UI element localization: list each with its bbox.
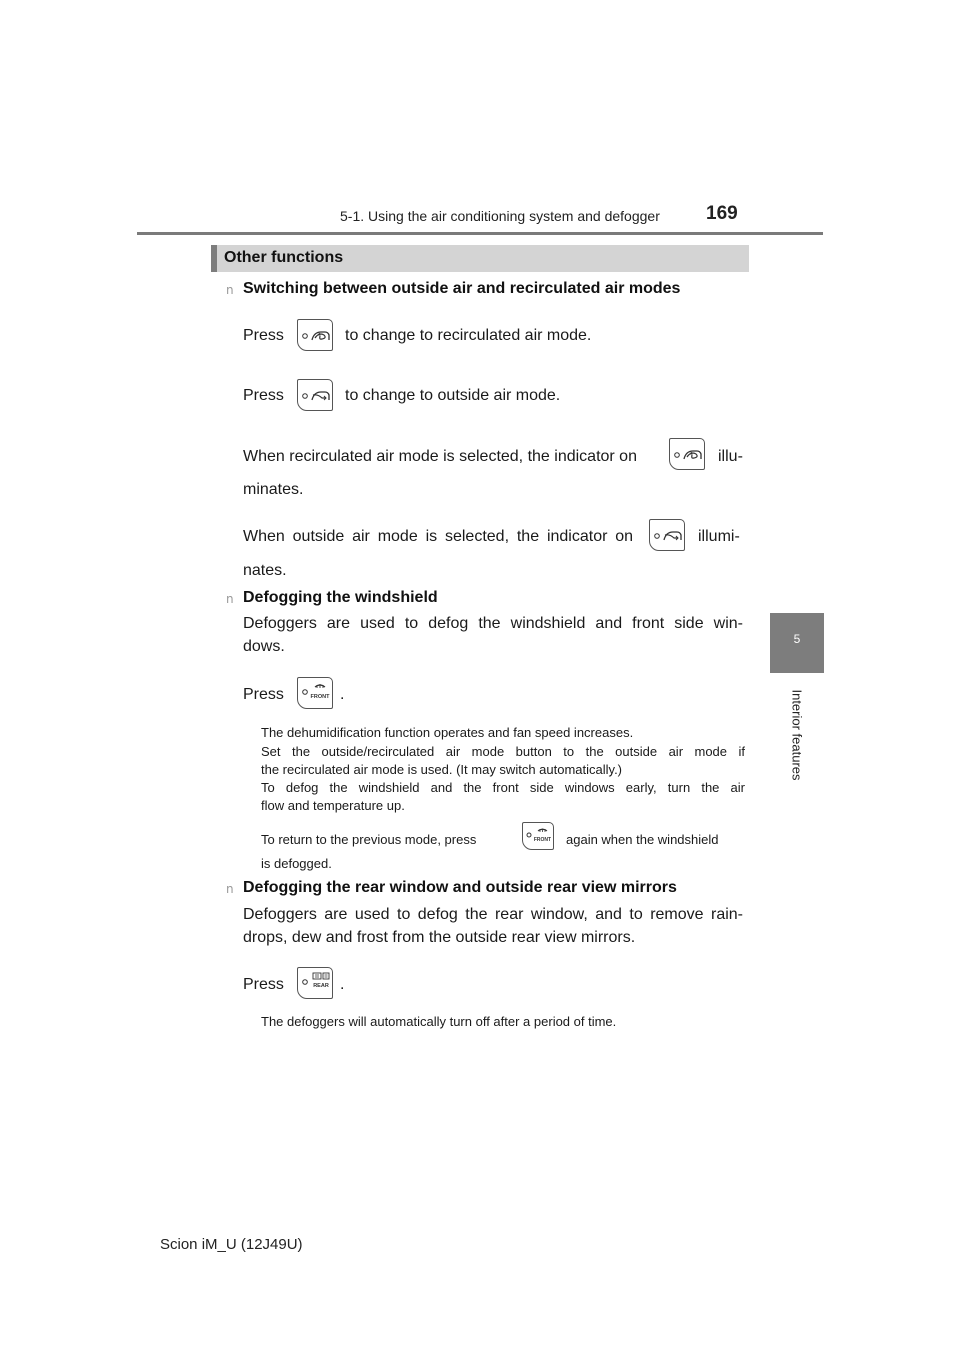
- recirc-heading: Switching between outside air and recirculated air modes: [243, 280, 681, 297]
- windshield-press-end: .: [340, 686, 345, 703]
- press-recirc-desc: to change to recirculated air mode.: [345, 327, 592, 344]
- indicator-outside-end: illumi-: [698, 528, 740, 545]
- windshield-line-2: dows.: [243, 638, 285, 655]
- indicator-recirc-cont: minates.: [243, 481, 304, 498]
- indicator-outside-cont: nates.: [243, 562, 287, 579]
- windshield-heading: Defogging the windshield: [243, 589, 438, 606]
- indicator-recirc-text: When recirculated air mode is selected, the indicator on: [243, 448, 637, 465]
- bullet-icon: n: [226, 592, 234, 606]
- footer-model: Scion iM_U (12J49U): [160, 1236, 303, 1253]
- outside-air-icon: [297, 379, 333, 411]
- press-outside-text: Press: [243, 387, 284, 404]
- chapter-title: Interior features: [789, 689, 805, 781]
- chapter-tab: [770, 613, 824, 673]
- windshield-line-1: Defoggers are used to defog the windshield and front side win-: [243, 615, 743, 632]
- front-defogger-label: FRONT: [533, 837, 552, 843]
- rear-note: The defoggers will automatically turn off after a period of time.: [261, 1014, 617, 1029]
- page-number: 169: [706, 203, 738, 224]
- windshield-note-line-2: Set the outside/recirculated air mode button to the outside air mode if: [261, 744, 745, 759]
- rear-heading: Defogging the rear window and outside rear view mirrors: [243, 879, 677, 896]
- windshield-return-cont: is defogged.: [261, 856, 332, 871]
- windshield-press-text: Press: [243, 686, 284, 703]
- indicator-outside-text: When outside air mode is selected, the indicator on: [243, 528, 634, 545]
- windshield-return-end: again when the windshield: [566, 832, 719, 847]
- bullet-icon: n: [226, 283, 234, 297]
- section-header: 5-1. Using the air conditioning system and defogger: [340, 208, 660, 224]
- front-defogger-icon: [522, 822, 554, 850]
- section-bar-accent: [211, 245, 217, 272]
- recirculated-air-icon: [297, 319, 333, 351]
- rear-line-2: drops, dew and frost from the outside rear view mirrors.: [243, 929, 636, 946]
- recirculated-air-icon: [669, 438, 705, 470]
- press-outside-desc: to change to outside air mode.: [345, 387, 561, 404]
- section-title-bar: [211, 245, 749, 272]
- front-defogger-label: FRONT: [310, 694, 330, 700]
- windshield-note-line-3: the recirculated air mode is used. (It may switch automatically.): [261, 762, 623, 777]
- rear-defogger-icon: [297, 967, 333, 999]
- bullet-icon: n: [226, 882, 234, 896]
- windshield-return-text: To return to the previous mode, press: [261, 832, 477, 847]
- rear-line-1: Defoggers are used to defog the rear window, and to remove rain-: [243, 906, 743, 923]
- windshield-note-line-5: flow and temperature up.: [261, 798, 405, 813]
- section-title: Other functions: [224, 249, 344, 266]
- header-rule: [137, 232, 823, 235]
- windshield-note-line-1: The dehumidification function operates and fan speed increases.: [261, 725, 634, 740]
- outside-air-icon: [649, 519, 685, 551]
- chapter-number: 5: [793, 632, 801, 646]
- rear-defogger-label: REAR: [313, 983, 329, 989]
- windshield-note-line-4: To defog the windshield and the front side windows early, turn the air: [261, 780, 745, 795]
- front-defogger-icon: [297, 677, 333, 709]
- press-recirc-text: Press: [243, 327, 284, 344]
- indicator-recirc-end: illu-: [718, 448, 743, 465]
- rear-press-text: Press: [243, 976, 284, 993]
- rear-press-end: .: [340, 976, 345, 993]
